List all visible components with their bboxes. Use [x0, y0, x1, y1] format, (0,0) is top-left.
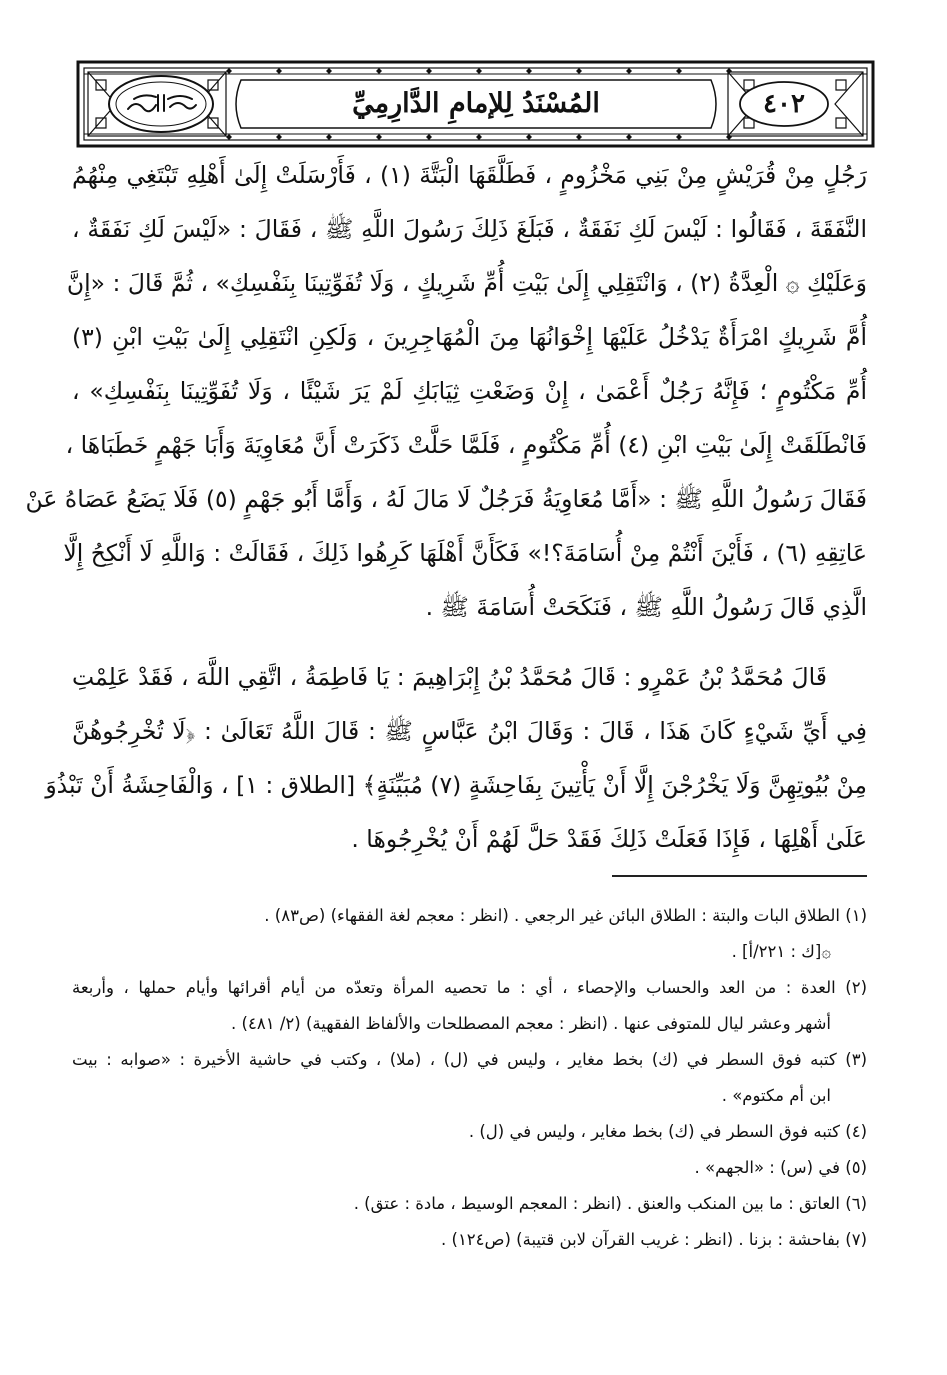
page-number: ٤٠٢ [763, 89, 805, 119]
footnote: (٧) بفاحشة : بزنا . (انظر : غريب القرآن لابن قتيبة) (ص١٢٤) . [441, 1230, 867, 1249]
page-header [76, 60, 875, 150]
footnote-continuation: أشهر وعشر ليال للمتوفى عنها . (انظر : معجم المصطلحات والألفاظ الفقهية) (٢/ ٤٨١) . [231, 1014, 831, 1033]
text-line: فَقَالَ رَسُولُ اللَّهِ ﷺ : «أَمَّا مُعَاوِيَةُ فَرَجُلٌ لَا مَالَ لَهُ ، وَأَمَّا أَبُو جَهْمٍ (٥) فَلَا يَضَعُ عَصَاهُ عَنْ [25, 485, 867, 513]
text-line: فِي أَيِّ شَيْءٍ كَانَ هَذَا ، قَالَ : وَقَالَ ابْنُ عَبَّاسٍ ﷺ : قَالَ اللَّهُ تَعَالَىٰ : ﴿لَا تُخْرِجُوهُنَّ [72, 717, 867, 745]
main-text [25, 148, 867, 866]
footnote: (٥) في (س) : «الجهم» . [694, 1158, 867, 1177]
text-line: أُمَّ شَرِيكٍ امْرَأَةٌ يَدْخُلُ عَلَيْهَا إِخْوَانُهَا مِنَ الْمُهَاجِرِينَ ، وَلَكِنِ انْتَقِلِي إِلَىٰ بَيْتِ ابْنِ (٣) [72, 323, 867, 351]
footnote: (٤) كتبه فوق السطر في (ك) بخط مغاير ، وليس في (ل) . [468, 1122, 867, 1141]
text-line: الَّذِي قَالَ رَسُولُ اللَّهِ ﷺ ، فَنَكَحَتْ أُسَامَةَ ﷺ . [425, 593, 867, 621]
footnote: (٣) كتبه فوق السطر في (ك) بخط مغاير ، وليس في (ل) ، (ملا) ، وكتب في حاشية الأخيرة : «صوابه : بيت [72, 1050, 867, 1069]
text-line: عَاتِقِهِ (٦) ، فَأَيْنَ أَنْتُمْ مِنْ أُسَامَةَ؟!» فَكَأَنَّ أَهْلَهَا كَرِهُوا ذَلِكَ ، فَقَالَتْ : وَاللَّهِ لَا أَنْكِحُ إِلَّا [63, 539, 867, 567]
text-line: عَلَىٰ أَهْلِهَا ، فَإِذَا فَعَلَتْ ذَلِكَ فَقَدْ حَلَّ لَهُمْ أَنْ يُخْرِجُوهَا . [351, 825, 867, 853]
footnote-divider [612, 875, 867, 877]
calligraphic-seal-icon [106, 73, 216, 135]
footnote: (٢) العدة : من العد والحساب والإحصاء ، أي : ما تحصيه المرأة وتعدّه من أيام أقرائها وأيام حملها ، وأربعة [72, 978, 867, 997]
footnote-continuation: ابن أم مكتوم» . [721, 1086, 831, 1105]
footnote: (٦) العاتق : ما بين المنكب والعنق . (انظر : المعجم الوسيط ، مادة : عتق) . [353, 1194, 867, 1213]
page-title: المُسْنَدُ لِلإمامِ الدَّارِمِيِّ [352, 88, 600, 119]
footnotes [72, 898, 867, 1258]
text-line: وَعَلَيْكِ ۞ الْعِدَّةُ (٢) ، وَانْتَقِلِي إِلَىٰ بَيْتِ أُمِّ شَرِيكٍ ، وَلَا تُفَوِّتِينَا بِنَفْسِكِ» ، ثُمَّ قَالَ : «إِنَّ [66, 269, 867, 297]
text-line: فَانْطَلَقَتْ إِلَىٰ بَيْتِ ابْنِ (٤) أُمِّ مَكْتُومٍ ، فَلَمَّا حَلَّتْ ذَكَرَتْ أَنَّ مُعَاوِيَةَ وَأَبَا جَهْمٍ خَطَبَاهَا ، [65, 431, 867, 459]
text-line: النَّفَقَةَ ، فَقَالُوا : لَيْسَ لَكِ نَفَقَةٌ ، فَبَلَغَ ذَلِكَ رَسُولَ اللَّهِ ﷺ ، فَقَالَ : «لَيْسَ لَكِ نَفَقَةٌ ، [72, 215, 867, 243]
text-line: مِنْ بُيُوتِهِنَّ وَلَا يَخْرُجْنَ إِلَّا أَنْ يَأْتِينَ بِفَاحِشَةٍ (٧) مُبَيِّنَةٍ﴾ [الطلاق : ١] ، وَالْفَاحِشَةُ أَنْ تَبْذُوَ [45, 771, 867, 799]
footnote: ۞[ك : ٢٢١/أ] . [731, 942, 831, 961]
paragraph-gap [72, 634, 867, 650]
footnote: (١) الطلاق البات والبتة : الطلاق البائن غير الرجعي . (انظر : معجم لغة الفقهاء) (ص٨٣) . [264, 906, 867, 925]
text-line: قَالَ مُحَمَّدُ بْنُ عَمْرٍو : قَالَ مُحَمَّدُ بْنُ إِبْرَاهِيمَ : يَا فَاطِمَةُ ، اتَّقِي اللَّهَ ، فَقَدْ عَلِمْتِ [72, 663, 827, 691]
text-line: رَجُلٍ مِنْ قُرَيْشٍ مِنْ بَنِي مَخْزُومٍ ، فَطَلَّقَهَا الْبَتَّةَ (١) ، فَأَرْسَلَتْ إِلَىٰ أَهْلِهِ تَبْتَغِي مِنْهُمُ [72, 161, 867, 189]
text-line: أُمِّ مَكْتُومٍ ؛ فَإِنَّهُ رَجُلٌ أَعْمَىٰ ، إِنْ وَضَعْتِ ثِيَابَكِ لَمْ يَرَ شَيْئًا ، وَلَا تُفَوِّتِينَا بِنَفْسِكِ» ، [72, 377, 867, 405]
